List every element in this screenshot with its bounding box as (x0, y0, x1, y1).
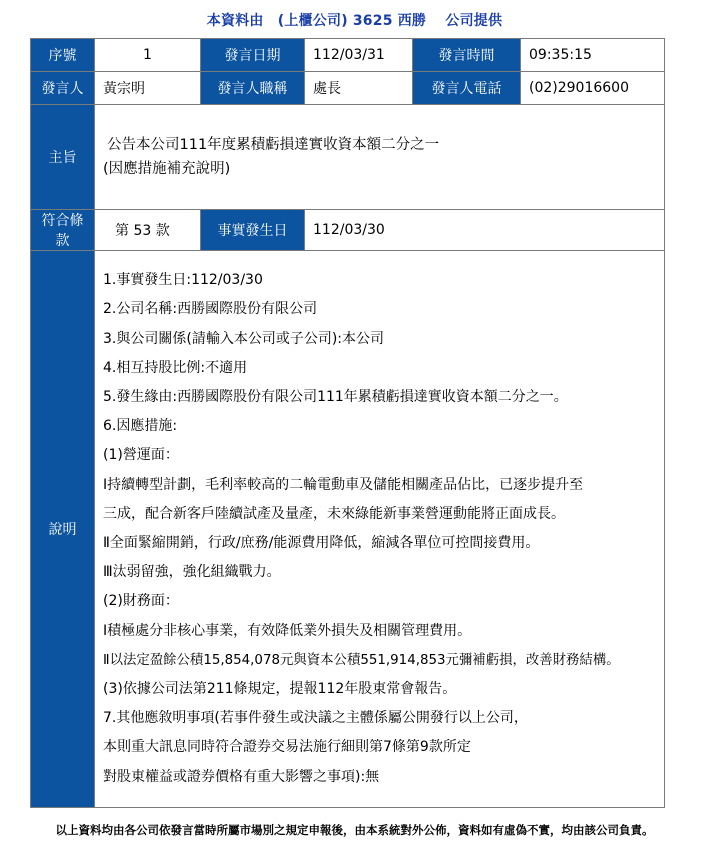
description-line: Ⅰ持續轉型計劃，毛利率較高的二輪電動車及儲能相關產品佔比，已逐步提升至 (103, 476, 584, 493)
speaker-title-value: 處長 (305, 72, 413, 105)
table-row-speaker (31, 72, 665, 105)
description-line: Ⅰ積極處分非核心事業，有效降低業外損失及相關管理費用。 (103, 622, 472, 639)
table-row-subject (31, 105, 665, 210)
description-line: 6.因應措施: (103, 418, 178, 435)
sequence-label: 序號 (31, 39, 95, 72)
description-line: Ⅱ以法定盈餘公積15,854,078元與資本公積551,914,853元彌補虧損，改善財務結構。 (103, 652, 620, 668)
speaker-title-label: 發言人職稱 (201, 72, 305, 105)
table-row-clause (31, 210, 665, 251)
disclaimer-note: 以上資料均由各公司依發言當時所屬市場別之規定申報後，由本系統對外公佈，資料如有虛偽不實，均由該公司負責。 (55, 823, 654, 837)
description-line: (3)依據公司法第211條規定，提報112年股東常會報告。 (103, 681, 457, 698)
event-date-value: 112/03/30 (305, 210, 665, 251)
table-row-sequence (31, 39, 665, 72)
event-date-label: 事實發生日 (201, 210, 305, 251)
announce-date-label: 發言日期 (201, 39, 305, 72)
table-row-description (31, 251, 665, 808)
speaker-phone-value: (02)29016600 (521, 72, 665, 105)
subject-line-2: (因應措施補充說明) (103, 161, 231, 177)
speaker-label: 發言人 (31, 72, 95, 105)
clause-value: 第 53 款 (95, 210, 201, 251)
sequence-value: 1 (95, 39, 201, 72)
description-line: 三成，配合新客戶陸續試產及量產，未來綠能新事業營運動能將正面成長。 (103, 505, 565, 522)
speaker-phone-label: 發言人電話 (413, 72, 521, 105)
announce-date-value: 112/03/31 (305, 39, 413, 72)
clause-label: 符合條款 (31, 210, 95, 251)
description-line: 3.與公司關係(請輸入本公司或子公司):本公司 (103, 330, 384, 347)
speaker-value: 黃宗明 (95, 72, 201, 105)
description-line: 5.發生緣由:西勝國際股份有限公司111年累積虧損達實收資本額二分之一。 (103, 388, 568, 405)
description-line: (1)營運面： (103, 447, 179, 464)
announce-time-value: 09:35:15 (521, 39, 665, 72)
announce-time-label: 發言時間 (413, 39, 521, 72)
subject-value (95, 105, 665, 210)
subject-label: 主旨 (31, 105, 95, 210)
announcement-table (30, 38, 665, 808)
description-line: 本則重大訊息同時符合證券交易法施行細則第7條第9款所定 (103, 739, 471, 756)
description-line: (2)財務面： (103, 593, 179, 610)
description-line: 2.公司名稱:西勝國際股份有限公司 (103, 301, 318, 318)
subject-line-1: 公告本公司111年度累積虧損達實收資本額二分之一 (107, 137, 440, 153)
description-line: Ⅱ全面緊縮開銷，行政/庶務/能源費用降低，縮減各單位可控間接費用。 (103, 535, 540, 551)
description-line: 對股東權益或證券價格有重大影響之事項):無 (103, 768, 380, 785)
description-line: 4.相互持股比例:不適用 (103, 359, 248, 376)
description-value (95, 251, 665, 808)
description-label: 說明 (31, 251, 95, 808)
description-line: 1.事實發生日:112/03/30 (103, 272, 263, 289)
description-line: 7.其他應敘明事項(若事件發生或決議之主體係屬公開發行以上公司， (103, 710, 528, 727)
description-line: Ⅲ汰弱留強，強化組織戰力。 (103, 564, 281, 581)
page-title: 本資料由 (上櫃公司) 3625 西勝 公司提供 (206, 13, 503, 29)
